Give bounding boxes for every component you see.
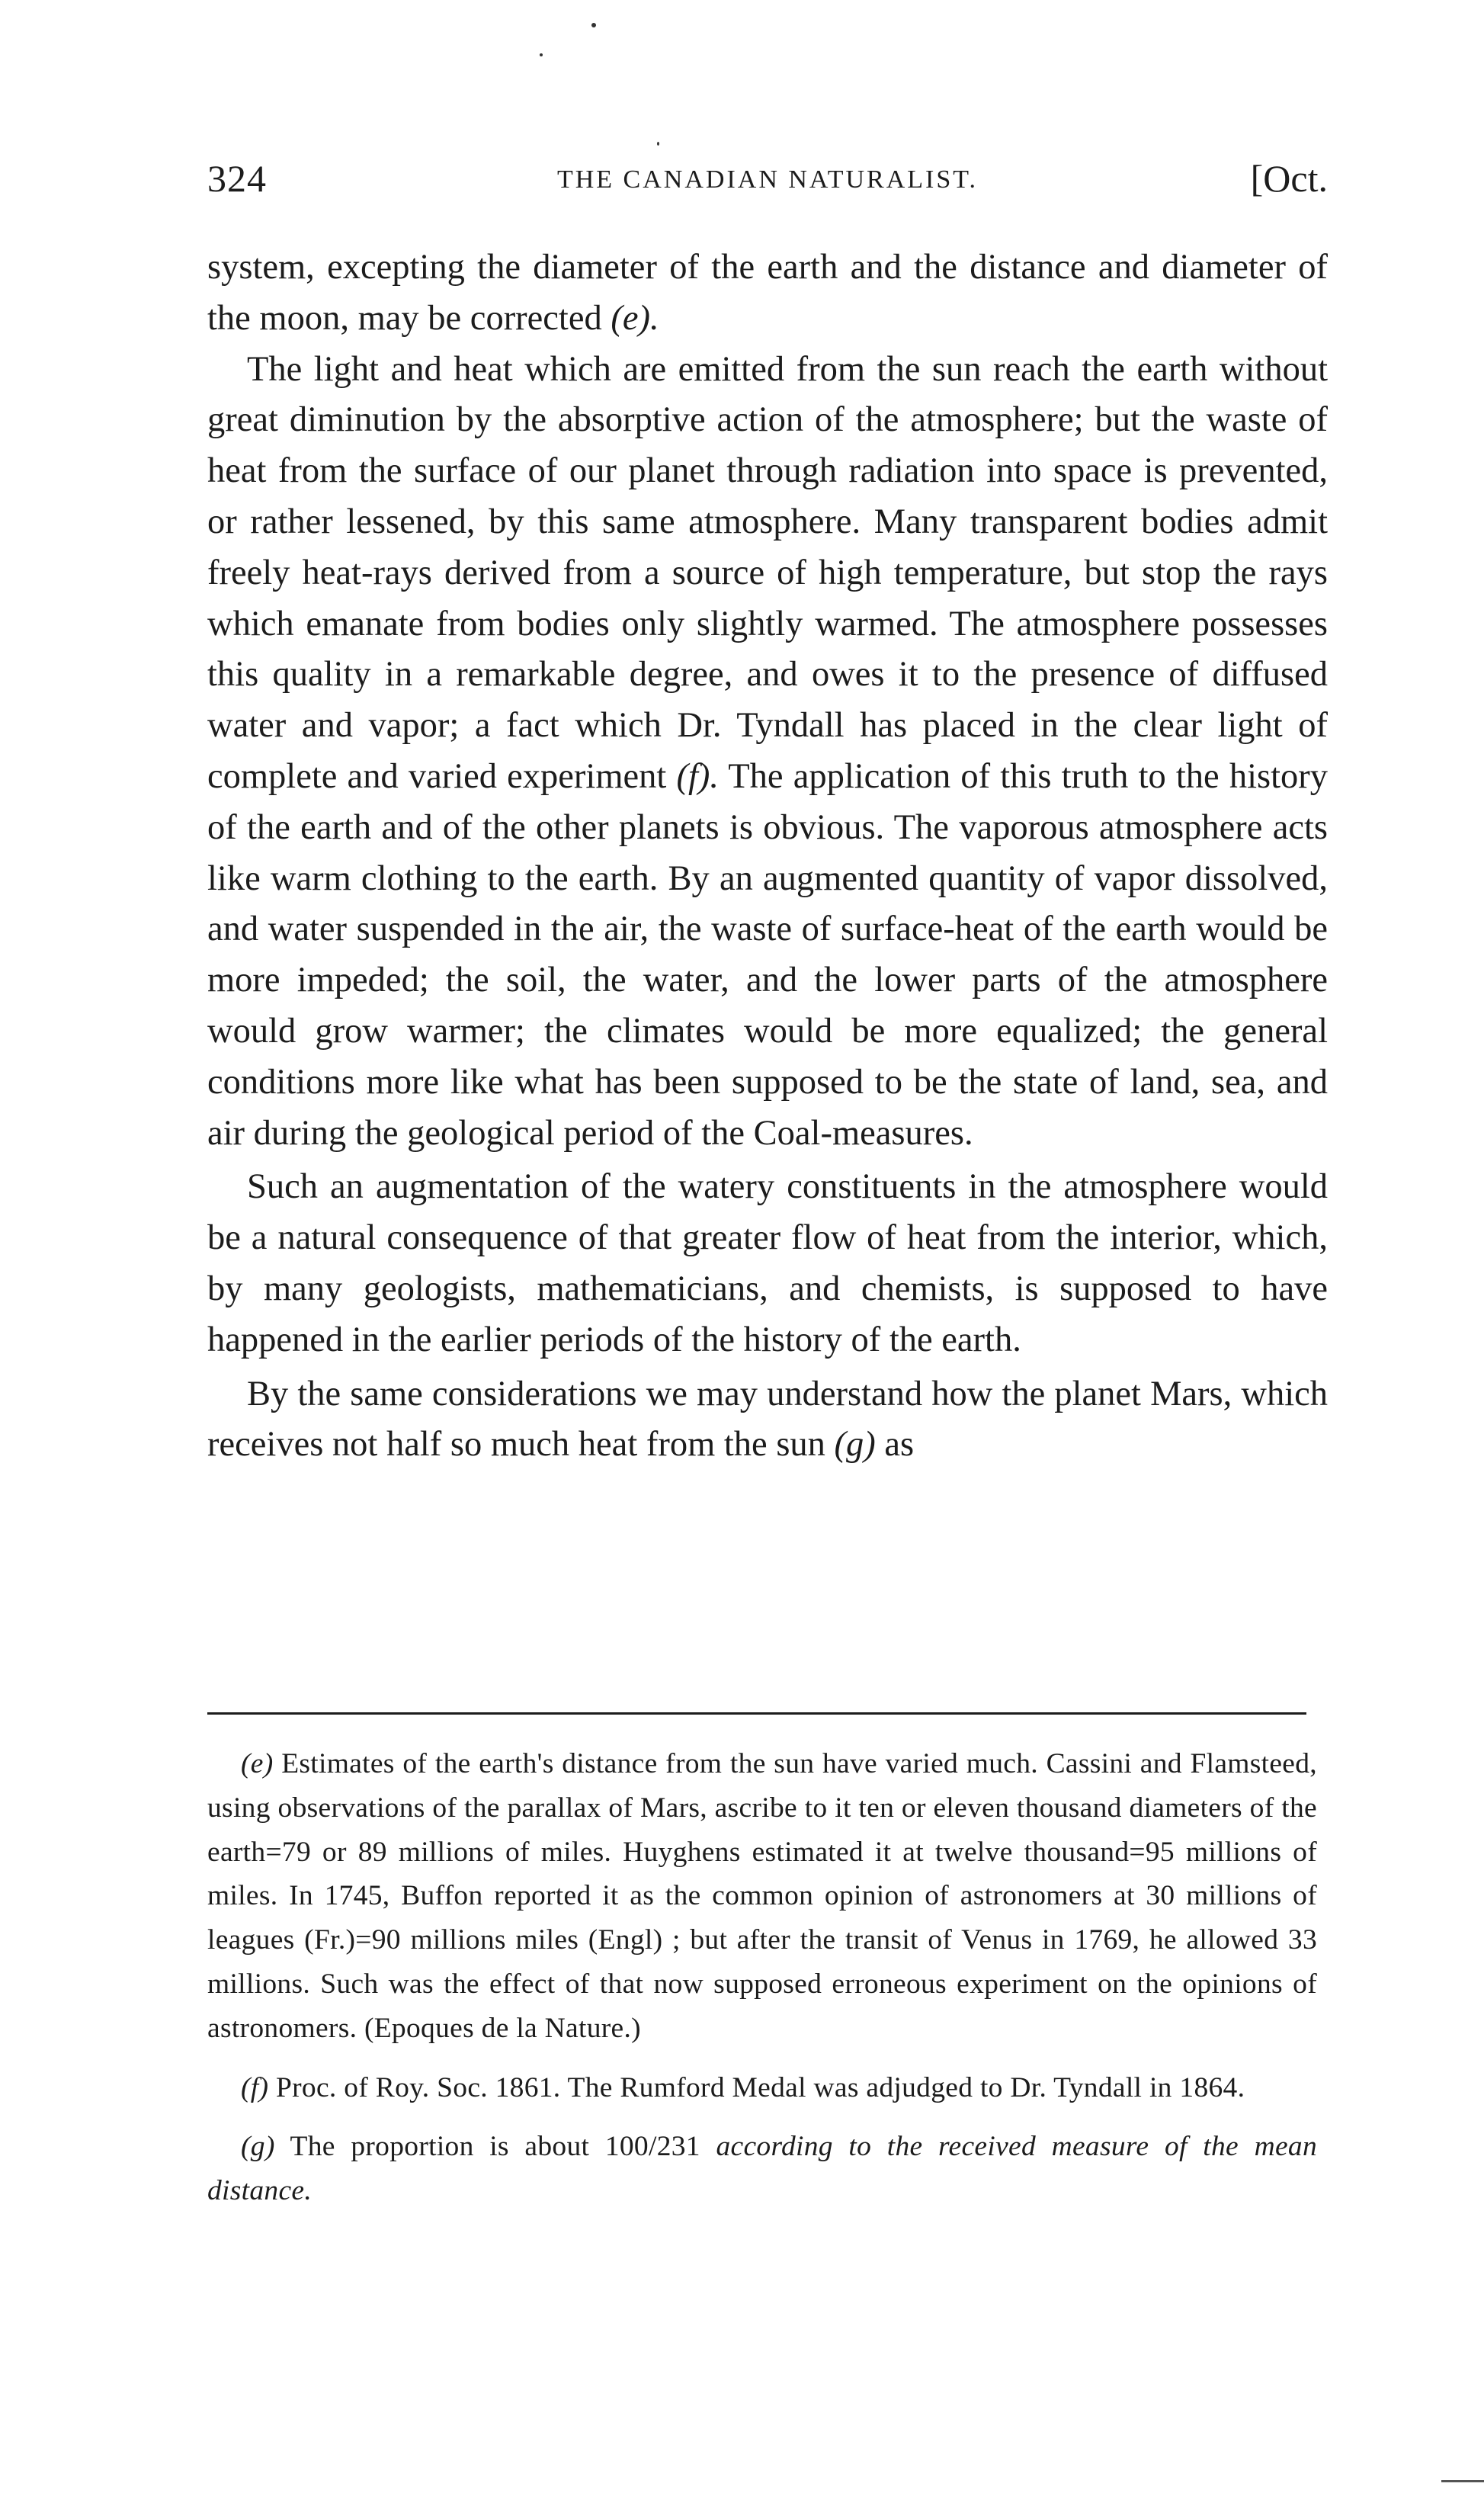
running-head [207, 156, 1328, 217]
footnote-mark: (g) [241, 2131, 275, 2163]
print-speck [657, 142, 659, 146]
paragraph [207, 1162, 1328, 1365]
fraction: 100/231 [604, 2131, 700, 2163]
scan-edge-mark [1441, 2480, 1484, 2482]
paragraph [207, 345, 1328, 1160]
main-text [207, 242, 1328, 1471]
issue-month: [Oct. [1250, 157, 1328, 200]
footnote-g [207, 2125, 1317, 2213]
paragraph-text: By the same considerations we may understand how the planet Mars, which receives not half so much heat from the sun [207, 1374, 1328, 1465]
footnote-f [207, 2066, 1317, 2110]
paragraph-text: The application of this truth to the history of the earth and of the other planets is obvious. The vaporous atmosphere acts like warm clothing to the earth. By an augmented quantity of vapor dissolved, and water suspended in the air, the waste of surface-heat of the earth would be more impeded; the soil, the water, and the lower parts of the atmosphere would grow warmer; the climates would be more equalized; the general conditions more like what has been supposed to be the state of land, sea, and air during the geological period of the Coal-measures. [207, 756, 1328, 1153]
paragraph [207, 1369, 1328, 1471]
paragraph-text: Such an augmentation of the watery constituents in the atmosphere would be a natural consequence of that greater flow of heat from the interior, which, by many geologists, mathematicians, and chemists, is supposed to have happened in the earlier periods of the history of the earth. [207, 1167, 1328, 1359]
footnote-reference: (e). [611, 298, 659, 338]
footnote-text: Estimates of the earth's distance from the sun have varied much. Cassini and Flamsteed, using observations of the parallax of Mars, ascribe to it ten or eleven thousand diameters of the earth=79 or 89 millions of miles. Huyghens estimated it at twelve thousand=95 millions of miles. In 1745, Buffon reported it as the common opinion of astronomers at 30 millions of leagues (Fr.)=90 millions miles (Engl) ; but after the transit of Venus in 1769, he allowed 33 millions. Such was the effect of that now supposed erroneous experiment on the opinions of astronomers. (Epoques de la Nature.) [207, 1748, 1317, 2044]
paragraph [207, 242, 1328, 345]
paragraph-text: as [884, 1425, 915, 1465]
print-speck [591, 23, 596, 27]
print-speck [540, 53, 543, 56]
paragraph-text: system, excepting the diameter of the earth and the distance and diameter of the moon, may be corrected [207, 248, 1328, 338]
footnote-mark: (f) [241, 2071, 269, 2103]
page-number: 324 [207, 157, 267, 200]
footnote-e [207, 1742, 1317, 2051]
footnotes [207, 1742, 1317, 2213]
footnote-reference: (f). [676, 756, 719, 796]
footnote-mark: (e) [241, 1748, 274, 1779]
footnote-reference: (g) [834, 1425, 876, 1465]
footnote-divider [207, 1712, 1306, 1715]
footnote-text: Proc. of Roy. Soc. 1861. The Rumford Medal was adjudged to Dr. Tyndall in 1864. [275, 2071, 1245, 2103]
paragraph-text: The light and heat which are emitted from the sun reach the earth without great diminution by the absorptive action of the atmosphere; but the waste of heat from the surface of our planet through radiation into space is prevented, or rather lessened, by this same atmosphere. Many transparent bodies admit freely heat-rays derived from a source of high temperature, but stop the rays which emanate from bodies only slightly warmed. The atmosphere possesses this quality in a remarkable degree, and owes it to the presence of diffused water and vapor; a fact which Dr. Tyndall has placed in the clear light of complete and varied experiment [207, 349, 1328, 796]
footnote-text: according to the received measure of the mean distance. [207, 2131, 1318, 2207]
journal-title: THE CANADIAN NATURALIST. [556, 165, 979, 194]
footnote-text: The proportion is about [290, 2131, 590, 2163]
